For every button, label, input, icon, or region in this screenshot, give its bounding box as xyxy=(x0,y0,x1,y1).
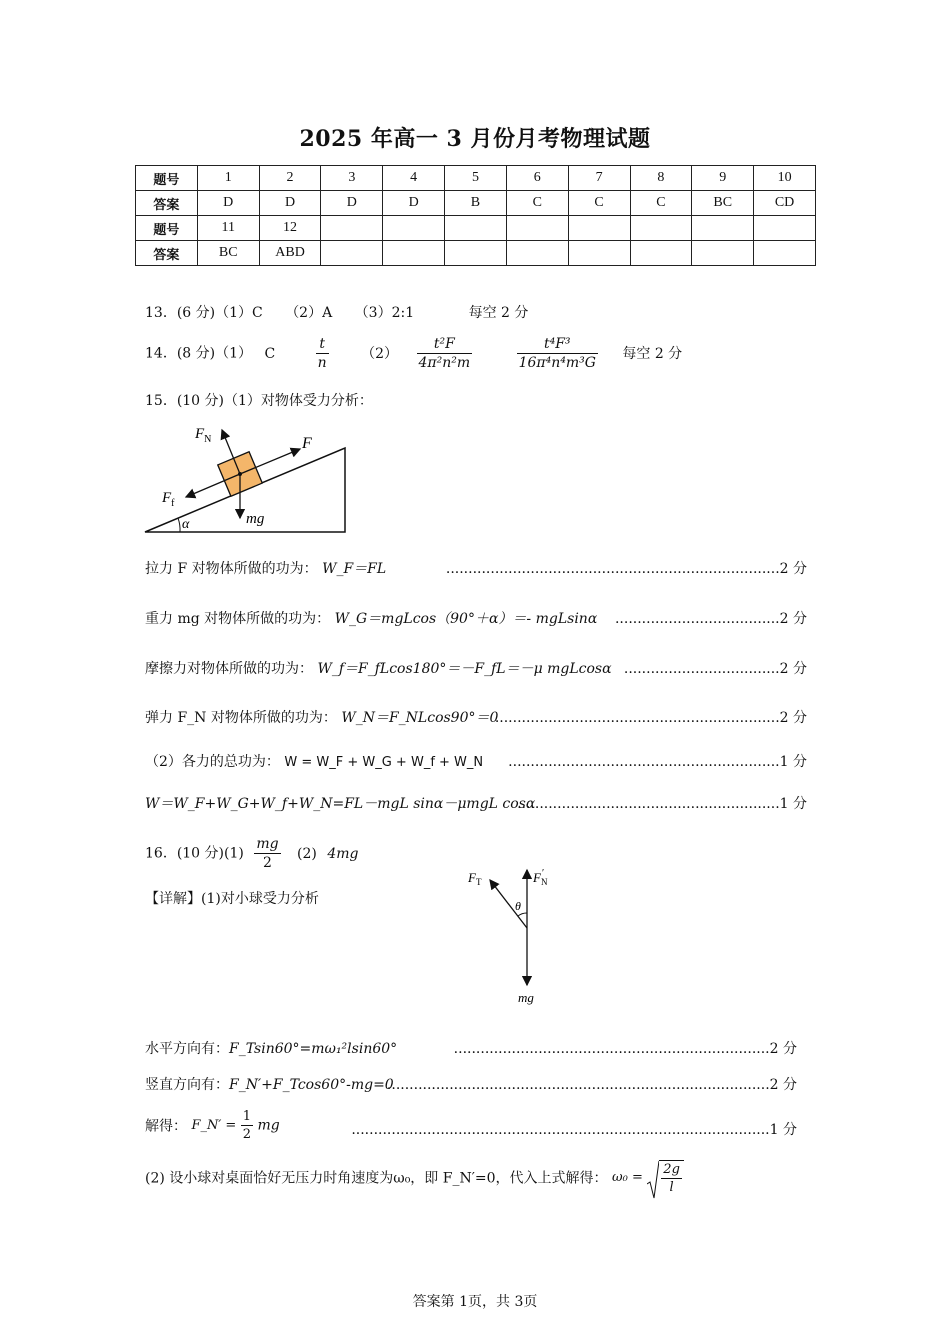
table-row-header: 答案 xyxy=(136,191,198,216)
q16-l4-lhs: ω₀ = xyxy=(612,1170,643,1185)
q15-line-1 xyxy=(145,558,807,578)
alpha-label: α xyxy=(182,517,190,532)
q15-l5-text: （2）各力的总功为： xyxy=(145,754,280,770)
q16-line-4 xyxy=(145,1160,684,1195)
theta-arc xyxy=(518,913,527,916)
q15-l1-score: ...........................................................................2 分 xyxy=(445,561,807,577)
q16-l3-score: ..............................................................................................1 分 xyxy=(351,1122,797,1138)
q16-head: 16．(10 分) xyxy=(145,845,225,862)
ball-force-diagram xyxy=(460,860,570,1010)
q14-fraction-3-den: 16π⁴n⁴m³G xyxy=(518,355,596,371)
q14-head: 14．(8 分) xyxy=(145,345,216,362)
table-cell: BC xyxy=(692,191,754,216)
q16-l2-text: 竖直方向有： xyxy=(145,1077,229,1093)
table-cell xyxy=(321,241,383,266)
q15-l3-eq: W_f＝F_fLcos180°＝－F_fL＝－μ mgLcosα xyxy=(317,661,612,677)
q14-note: 每空 2 分 xyxy=(622,345,683,362)
q16-l3-text: 解得： xyxy=(145,1118,187,1135)
table-cell: 2 xyxy=(259,166,321,191)
q15-l2-eq: W_G＝mgLcos（90°＋α）＝- mgLsinα xyxy=(334,611,598,627)
q16-part2-label: (2) xyxy=(297,845,317,862)
q15-l5-eq: W = W_F + W_G + W_f + W_N xyxy=(284,755,484,770)
table-cell xyxy=(383,241,445,266)
q16-detail: 【详解】(1)对小球受力分析 xyxy=(145,891,319,907)
q14-fraction-3 xyxy=(517,336,598,371)
q16-l4-rad-num: 2g xyxy=(663,1162,680,1177)
q16-l4-rad-den: l xyxy=(669,1180,674,1195)
table-cell: 12 xyxy=(259,216,321,241)
q15-l4-eq: W_N＝F_NLcos90°＝0 xyxy=(341,710,499,726)
q15-line-2 xyxy=(145,608,807,628)
table-cell: C xyxy=(568,191,630,216)
q16-l1-text: 水平方向有： xyxy=(145,1041,229,1057)
page-footer: 答案第 1页，共 3页 xyxy=(412,1294,538,1310)
table-cell: 8 xyxy=(630,166,692,191)
table-cell xyxy=(692,216,754,241)
q14-fraction-2-num: t²F xyxy=(417,336,473,354)
q14-part1-label: （1） xyxy=(215,345,253,362)
q16-l2-score: ......................................................................................2 分 xyxy=(386,1077,797,1093)
table-cell: D xyxy=(383,191,445,216)
q13-line xyxy=(145,302,528,322)
table-cell: 3 xyxy=(321,166,383,191)
fn-prime-mark: ′ xyxy=(542,868,545,879)
theta-label: θ xyxy=(515,899,521,913)
table-cell xyxy=(383,216,445,241)
q14-fraction-3-num: t⁴F³ xyxy=(517,336,598,354)
table-row xyxy=(136,241,816,266)
ff-label: $F_f$ xyxy=(162,490,175,509)
q15-line-5 xyxy=(145,751,807,771)
q16-fraction-num: mg xyxy=(256,836,279,852)
q13-part3: （3）2:1 xyxy=(354,305,415,321)
q15-l1-eq: W_F＝FL xyxy=(322,561,387,577)
q14-part1-answer: C xyxy=(264,345,276,362)
answer-table xyxy=(135,165,816,266)
q16-line-2 xyxy=(145,1074,797,1094)
table-cell xyxy=(506,216,568,241)
q15-head: 15．(10 分) xyxy=(145,393,225,409)
q16-line xyxy=(145,836,358,871)
table-cell: 7 xyxy=(568,166,630,191)
table-cell: C xyxy=(506,191,568,216)
q15-head-line xyxy=(145,390,373,410)
q14-fraction-1-num: t xyxy=(316,336,329,354)
q15-l3-score: ...................................2 分 xyxy=(623,661,807,677)
page-title: 2025 年高一 3 月份月考物理试题 xyxy=(299,126,651,152)
q14-fraction-1 xyxy=(316,336,329,371)
q16-l3-rhs: mg xyxy=(257,1117,280,1134)
table-cell xyxy=(321,216,383,241)
table-cell: 4 xyxy=(383,166,445,191)
table-cell: 11 xyxy=(197,216,259,241)
table-row xyxy=(136,191,816,216)
q16-l3-fraction-den: 2 xyxy=(242,1127,252,1142)
table-cell: 9 xyxy=(692,166,754,191)
table-cell: D xyxy=(321,191,383,216)
table-cell: B xyxy=(445,191,507,216)
table-cell xyxy=(445,241,507,266)
q16-l3-fraction-num: 1 xyxy=(242,1109,252,1124)
table-cell: CD xyxy=(754,191,816,216)
q15-l1-text: 拉力 F 对物体所做的功为： xyxy=(145,561,318,577)
q16-line-1 xyxy=(145,1038,797,1058)
q16-l4-text: (2) 设小球对桌面恰好无压力时角速度为ω₀，即 F_N′=0，代入上式解得： xyxy=(145,1170,608,1187)
table-cell xyxy=(754,241,816,266)
table-cell xyxy=(568,216,630,241)
q15-l6-eq: W＝W_F+W_G+W_f+W_N=FL－mgL sinα－μmgL cosα xyxy=(145,796,536,812)
mg-label: mg xyxy=(246,511,265,527)
radical-sign xyxy=(647,1160,659,1200)
table-cell xyxy=(568,241,630,266)
q15-l6-score: ...........................................................1 分 xyxy=(517,796,807,812)
ft-label: $F_T$ xyxy=(468,870,482,887)
q16-fraction xyxy=(254,836,280,871)
q16-l2-eq: F_N′+F_Tcos60°-mg=0 xyxy=(229,1077,394,1093)
q16-l1-eq: F_Tsin60°=mω₁²lsin60° xyxy=(229,1041,398,1057)
q15-line-3 xyxy=(145,658,807,678)
q14-fraction-1-den: n xyxy=(317,355,327,371)
q16-l4-rad-fraction xyxy=(659,1160,684,1195)
table-row-header: 答案 xyxy=(136,241,198,266)
table-cell xyxy=(692,241,754,266)
q15-line-4 xyxy=(145,707,807,727)
q16-l4-radical xyxy=(647,1160,684,1195)
q15-l3-text: 摩擦力对物体所做的功为： xyxy=(145,661,313,677)
table-cell xyxy=(506,241,568,266)
q14-part2-label: （2） xyxy=(361,345,399,362)
mg-label-2: mg xyxy=(518,990,534,1005)
q13-head: 13．(6 分) xyxy=(145,305,216,321)
table-cell: BC xyxy=(197,241,259,266)
table-cell: ABD xyxy=(259,241,321,266)
table-cell xyxy=(754,216,816,241)
table-cell xyxy=(630,241,692,266)
q14-line xyxy=(145,336,682,371)
q16-l3-fraction xyxy=(241,1109,253,1142)
table-cell: D xyxy=(197,191,259,216)
q15-l4-text: 弹力 F_N 对物体所做的功为： xyxy=(145,710,337,726)
q16-l1-score: .......................................................................2 分 xyxy=(453,1041,797,1057)
table-cell xyxy=(445,216,507,241)
q16-l3-lhs: F_N′ = xyxy=(191,1118,237,1133)
force-ft-arrow xyxy=(490,880,527,928)
table-cell: 6 xyxy=(506,166,568,191)
q16-part2-answer: 4mg xyxy=(327,845,359,862)
table-cell: C xyxy=(630,191,692,216)
q16-part1-label: (1) xyxy=(224,845,244,862)
q13-note: 每空 2 分 xyxy=(468,305,529,321)
q14-fraction-2-den: 4π²n²m xyxy=(418,355,471,371)
q14-fraction-2 xyxy=(417,336,473,371)
fn-label: $F_N$ xyxy=(195,426,212,445)
fn-prime-label: $F_N$ xyxy=(533,870,548,887)
q15-l4-score: ................................................................2 分 xyxy=(494,710,807,726)
q16-line-3 xyxy=(145,1109,797,1149)
q15-l2-text: 重力 mg 对物体所做的功为： xyxy=(145,611,331,627)
q15-l5-score: .............................................................1 分 xyxy=(508,754,807,770)
q15-intro: （1）对物体受力分析： xyxy=(224,393,373,409)
q15-l2-score: .....................................2 分 xyxy=(614,611,807,627)
q13-part2: （2）A xyxy=(285,305,333,321)
table-cell: 10 xyxy=(754,166,816,191)
f-label: F xyxy=(302,435,312,452)
incline-force-diagram xyxy=(140,420,355,538)
q16-fraction-den: 2 xyxy=(262,855,272,871)
table-row-header: 题号 xyxy=(136,166,198,191)
table-cell: D xyxy=(259,191,321,216)
table-row xyxy=(136,166,816,191)
q15-line-6 xyxy=(145,793,807,813)
table-row-header: 题号 xyxy=(136,216,198,241)
q13-part1: （1）C xyxy=(215,305,263,321)
table-cell: 5 xyxy=(445,166,507,191)
table-cell xyxy=(630,216,692,241)
table-row xyxy=(136,216,816,241)
table-cell: 1 xyxy=(197,166,259,191)
